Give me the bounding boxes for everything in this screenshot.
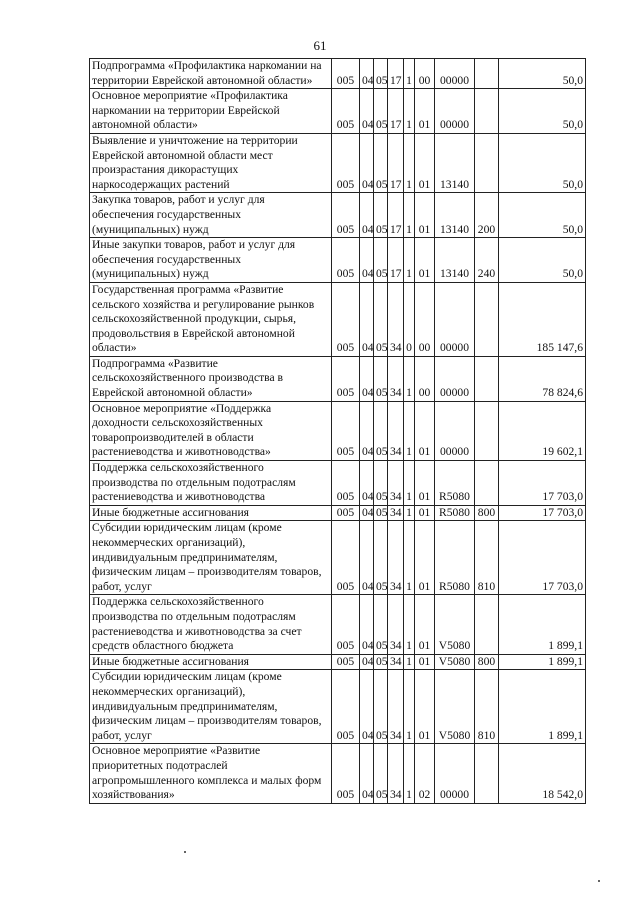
activity-code: 01 (415, 89, 435, 134)
program-code: 34 (388, 744, 404, 803)
activity-code: 01 (415, 133, 435, 192)
program-code: 17 (388, 133, 404, 192)
section-code: 04 (360, 670, 374, 744)
amount: 18 542,0 (499, 744, 586, 803)
activity-code: 01 (415, 521, 435, 595)
row-name-text: Выявление и уничтожение на территории Еврейской автономной области мест произрастания дикорастущих наркосодержащих растений (92, 133, 298, 191)
row-name (90, 505, 332, 521)
row-name (90, 401, 332, 460)
program-code: 17 (388, 59, 404, 89)
row-name (90, 654, 332, 670)
ministry-code: 005 (332, 59, 360, 89)
program-code: 34 (388, 505, 404, 521)
section-code: 04 (360, 89, 374, 134)
row-name-text: Подпрограмма «Профилактика наркомании на территории Еврейской автономной области» (92, 59, 322, 87)
amount: 17 703,0 (499, 461, 586, 506)
table-row (90, 133, 586, 192)
subprogram-code: 1 (404, 744, 415, 803)
table-body (90, 59, 586, 804)
row-name (90, 193, 332, 238)
program-code: 17 (388, 238, 404, 283)
expense-type-code (475, 59, 499, 89)
activity-code: 01 (415, 461, 435, 506)
expense-type-code: 800 (475, 654, 499, 670)
activity-code: 01 (415, 505, 435, 521)
ministry-code: 005 (332, 133, 360, 192)
program-code: 34 (388, 654, 404, 670)
amount: 1 899,1 (499, 654, 586, 670)
table-row (90, 461, 586, 506)
ministry-code: 005 (332, 505, 360, 521)
expense-type-code: 810 (475, 521, 499, 595)
table-row (90, 282, 586, 356)
table-row (90, 89, 586, 134)
ministry-code: 005 (332, 238, 360, 283)
expense-type-code: 240 (475, 238, 499, 283)
section-code: 04 (360, 193, 374, 238)
subsection-code: 05 (374, 595, 388, 654)
subsection-code: 05 (374, 193, 388, 238)
subsection-code: 05 (374, 89, 388, 134)
section-code: 04 (360, 461, 374, 506)
ministry-code: 005 (332, 282, 360, 356)
subsection-code: 05 (374, 282, 388, 356)
row-name (90, 356, 332, 401)
subprogram-code: 1 (404, 505, 415, 521)
section-code: 04 (360, 133, 374, 192)
amount: 19 602,1 (499, 401, 586, 460)
activity-code: 01 (415, 670, 435, 744)
table-row (90, 356, 586, 401)
ministry-code: 005 (332, 595, 360, 654)
activity-code: 01 (415, 193, 435, 238)
ministry-code: 005 (332, 521, 360, 595)
amount: 1 899,1 (499, 595, 586, 654)
direction-code: 00000 (435, 59, 475, 89)
row-name-text: Государственная программа «Развитие сельского хозяйства и регулирование рынков сельскохозяйственной продукции, сырья, продовольствия в Еврейской автономной области» (92, 282, 315, 355)
subprogram-code: 0 (404, 282, 415, 356)
subsection-code: 05 (374, 356, 388, 401)
row-name (90, 744, 332, 803)
expense-type-code (475, 89, 499, 134)
activity-code: 00 (415, 59, 435, 89)
program-code: 17 (388, 89, 404, 134)
direction-code: 13140 (435, 133, 475, 192)
section-code: 04 (360, 654, 374, 670)
subsection-code: 05 (374, 670, 388, 744)
activity-code: 01 (415, 401, 435, 460)
program-code: 34 (388, 282, 404, 356)
row-name-text: Основное мероприятие «Поддержка доходности сельскохозяйственных товаропроизводителей в области растениеводства и животноводства» (92, 401, 272, 459)
ministry-code: 005 (332, 401, 360, 460)
table-row (90, 193, 586, 238)
amount: 50,0 (499, 89, 586, 134)
row-name (90, 59, 332, 89)
row-name-text: Основное мероприятие «Развитие приоритетных подотраслей агропромышленного комплекса и малых форм хозяйствования» (92, 744, 322, 802)
ministry-code: 005 (332, 461, 360, 506)
subsection-code: 05 (374, 59, 388, 89)
subsection-code: 05 (374, 401, 388, 460)
expense-type-code: 810 (475, 670, 499, 744)
expense-type-code (475, 595, 499, 654)
subsection-code: 05 (374, 521, 388, 595)
amount: 17 703,0 (499, 505, 586, 521)
table-row (90, 744, 586, 803)
subprogram-code: 1 (404, 59, 415, 89)
expense-type-code (475, 744, 499, 803)
expense-type-code: 800 (475, 505, 499, 521)
section-code: 04 (360, 595, 374, 654)
row-name (90, 595, 332, 654)
row-name-text: Подпрограмма «Развитие сельскохозяйственного производства в Еврейской автономной области» (92, 356, 283, 400)
scan-speck (184, 851, 186, 853)
direction-code: R5080 (435, 505, 475, 521)
program-code: 34 (388, 595, 404, 654)
expense-type-code (475, 461, 499, 506)
subprogram-code: 1 (404, 356, 415, 401)
expense-type-code (475, 401, 499, 460)
amount: 78 824,6 (499, 356, 586, 401)
row-name-text: Основное мероприятие «Профилактика наркомании на территории Еврейской автономной области» (92, 89, 288, 132)
section-code: 04 (360, 521, 374, 595)
activity-code: 01 (415, 238, 435, 283)
direction-code: 13140 (435, 238, 475, 283)
ministry-code: 005 (332, 356, 360, 401)
program-code: 34 (388, 461, 404, 506)
direction-code: R5080 (435, 521, 475, 595)
subprogram-code: 1 (404, 670, 415, 744)
subprogram-code: 1 (404, 521, 415, 595)
table-row (90, 59, 586, 89)
ministry-code: 005 (332, 744, 360, 803)
table-row (90, 670, 586, 744)
amount: 1 899,1 (499, 670, 586, 744)
row-name (90, 133, 332, 192)
program-code: 17 (388, 193, 404, 238)
amount: 50,0 (499, 133, 586, 192)
row-name (90, 238, 332, 283)
direction-code: 00000 (435, 89, 475, 134)
subprogram-code: 1 (404, 193, 415, 238)
program-code: 34 (388, 670, 404, 744)
subprogram-code: 1 (404, 238, 415, 283)
program-code: 34 (388, 521, 404, 595)
table-row (90, 595, 586, 654)
expense-type-code: 200 (475, 193, 499, 238)
activity-code: 00 (415, 356, 435, 401)
activity-code: 02 (415, 744, 435, 803)
table-row (90, 238, 586, 283)
section-code: 04 (360, 356, 374, 401)
direction-code: V5080 (435, 654, 475, 670)
expense-type-code (475, 282, 499, 356)
ministry-code: 005 (332, 670, 360, 744)
amount: 17 703,0 (499, 521, 586, 595)
subprogram-code: 1 (404, 595, 415, 654)
table-row (90, 521, 586, 595)
row-name (90, 670, 332, 744)
subsection-code: 05 (374, 654, 388, 670)
ministry-code: 005 (332, 654, 360, 670)
program-code: 34 (388, 356, 404, 401)
table-row (90, 654, 586, 670)
row-name-text: Субсидии юридическим лицам (кроме некоммерческих организаций), индивидуальным предпринимателям, физическим лицам – производителям товаров, работ, услуг (92, 521, 322, 593)
direction-code: 00000 (435, 401, 475, 460)
row-name-text: Закупка товаров, работ и услуг для обеспечения государственных (муниципальных) нужд (92, 193, 265, 236)
row-name-text: Иные закупки товаров, работ и услуг для обеспечения государственных (муниципальных) нужд (92, 238, 296, 281)
scan-speck (598, 880, 600, 882)
direction-code: 00000 (435, 356, 475, 401)
subprogram-code: 1 (404, 401, 415, 460)
direction-code: V5080 (435, 595, 475, 654)
subprogram-code: 1 (404, 89, 415, 134)
amount: 50,0 (499, 193, 586, 238)
subprogram-code: 1 (404, 654, 415, 670)
direction-code: 00000 (435, 282, 475, 356)
row-name-text: Поддержка сельскохозяйственного производства по отдельным подотраслям растениеводства и животноводства (92, 461, 296, 504)
budget-table (89, 58, 586, 804)
section-code: 04 (360, 238, 374, 283)
page-number: 61 (313, 38, 327, 53)
row-name-text: Поддержка сельскохозяйственного производства по отдельным подотраслям растениеводства и животноводства за счет средств областного бюджета (92, 595, 302, 653)
section-code: 04 (360, 744, 374, 803)
subsection-code: 05 (374, 238, 388, 283)
row-name-text: Иные бюджетные ассигнования (92, 505, 249, 519)
subsection-code: 05 (374, 461, 388, 506)
subsection-code: 05 (374, 744, 388, 803)
program-code: 34 (388, 401, 404, 460)
activity-code: 00 (415, 282, 435, 356)
section-code: 04 (360, 59, 374, 89)
ministry-code: 005 (332, 89, 360, 134)
row-name (90, 521, 332, 595)
ministry-code: 005 (332, 193, 360, 238)
row-name-text: Субсидии юридическим лицам (кроме некоммерческих организаций), индивидуальным предпринимателям, физическим лицам – производителям товаров, работ, услуг (92, 670, 322, 742)
activity-code: 01 (415, 654, 435, 670)
amount: 185 147,6 (499, 282, 586, 356)
subprogram-code: 1 (404, 461, 415, 506)
section-code: 04 (360, 401, 374, 460)
subprogram-code: 1 (404, 133, 415, 192)
subsection-code: 05 (374, 505, 388, 521)
section-code: 04 (360, 282, 374, 356)
direction-code: R5080 (435, 461, 475, 506)
table-row (90, 401, 586, 460)
subsection-code: 05 (374, 133, 388, 192)
direction-code: 00000 (435, 744, 475, 803)
activity-code: 01 (415, 595, 435, 654)
amount: 50,0 (499, 238, 586, 283)
amount: 50,0 (499, 59, 586, 89)
expense-type-code (475, 133, 499, 192)
direction-code: V5080 (435, 670, 475, 744)
section-code: 04 (360, 505, 374, 521)
row-name (90, 282, 332, 356)
table-row (90, 505, 586, 521)
row-name (90, 89, 332, 134)
row-name-text: Иные бюджетные ассигнования (92, 654, 249, 668)
row-name (90, 461, 332, 506)
expense-type-code (475, 356, 499, 401)
direction-code: 13140 (435, 193, 475, 238)
